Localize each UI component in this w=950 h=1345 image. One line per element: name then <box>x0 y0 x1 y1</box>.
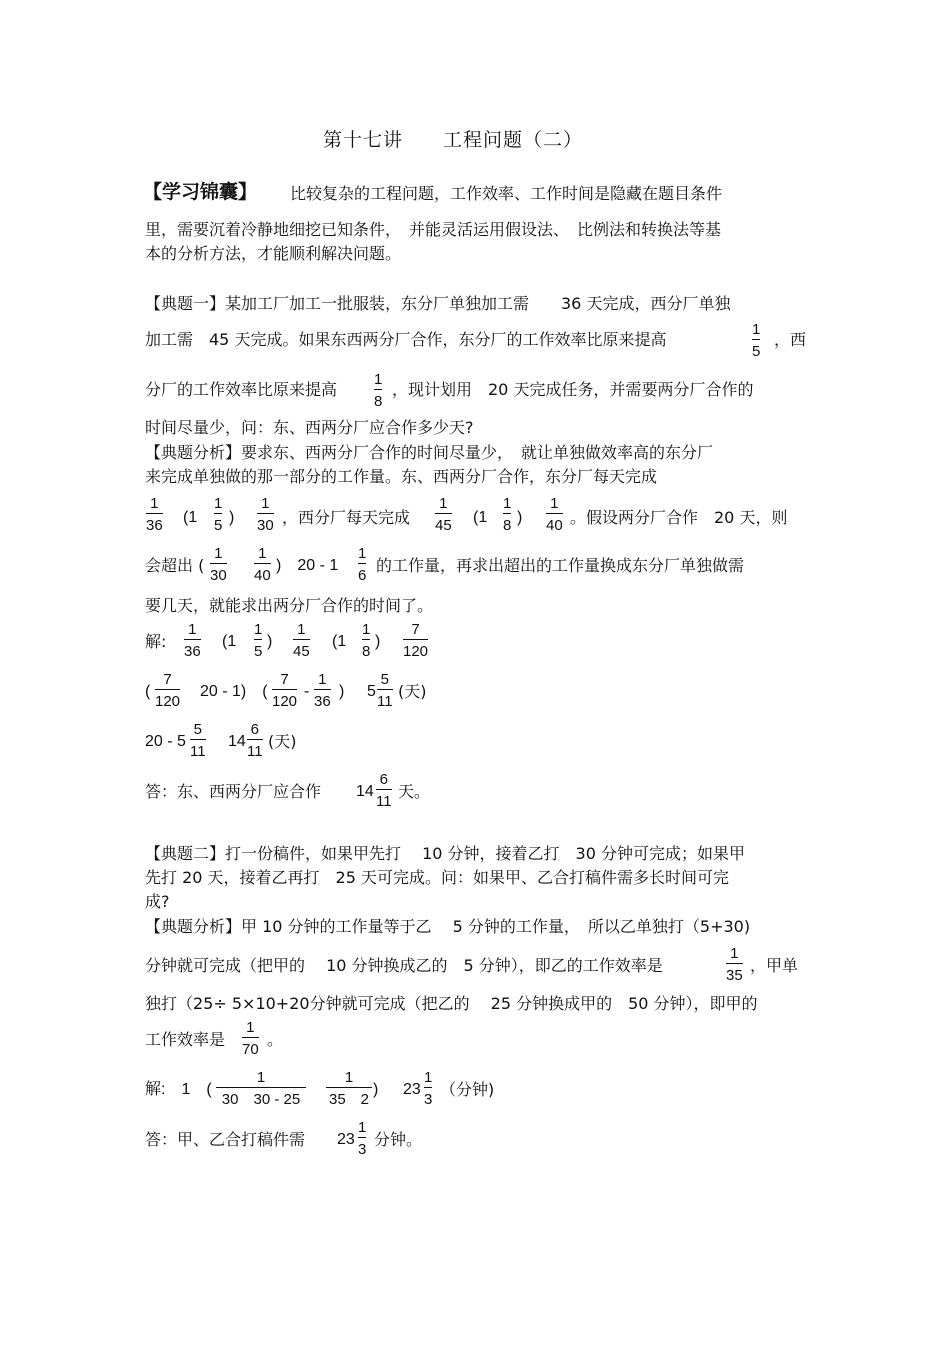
intro-heading: 【学习锦囊】 <box>143 181 258 203</box>
fraction: 1 30 <box>210 545 227 584</box>
example-1-text: 加工需 45 天完成。如果东西两分厂合作，东分厂的工作效率比原来提高 <box>145 330 667 349</box>
fraction: 1 36 <box>184 621 201 660</box>
fraction: 7 120 <box>272 671 298 710</box>
whole-number: 23 <box>337 1131 355 1148</box>
paren: (1 <box>183 509 198 526</box>
analysis-text: 会超出 ( <box>145 556 205 575</box>
example-2-text: 【典题二】打一份稿件，如果甲先打 10 分钟，接着乙打 30 分钟可完成；如果甲 <box>145 844 745 863</box>
analysis-text: ，甲单 <box>750 956 799 975</box>
analysis-text: 分钟就可完成（把甲的 10 分钟换成乙的 5 分钟），即乙的工作效率是 <box>145 956 663 975</box>
whole-number: 5 <box>367 683 376 700</box>
fraction: 1 45 <box>435 495 452 534</box>
fraction: 1 8 <box>374 371 383 410</box>
paren: ) <box>229 509 235 526</box>
analysis-text: 【典题分析】要求东、西两分厂合作的时间尽量少， 就让单独做效率高的东分厂 <box>145 443 714 462</box>
example-1-text: 时间尽量少，问：东、西两分厂应合作多少天? <box>145 418 474 437</box>
paren: (1 <box>332 633 347 650</box>
solution-text: 20 - 1) ( <box>200 683 268 700</box>
answer-text: 分钟。 <box>374 1130 423 1149</box>
intro-line: 比较复杂的工程问题，工作效率、工作时间是隐藏在题目条件 <box>290 184 723 203</box>
fraction: 1 36 <box>146 495 163 534</box>
fraction: 1 35 2 <box>326 1068 372 1109</box>
fraction: 1 5 <box>752 321 761 360</box>
analysis-text: ，西分厂每天完成 <box>282 508 411 527</box>
fraction: 1 40 <box>546 495 563 534</box>
fraction: 1 35 <box>726 945 743 984</box>
whole-number: 14 <box>356 783 374 800</box>
unit: (天) <box>268 732 297 751</box>
answer-text: 天。 <box>398 782 431 801</box>
fraction: 5 11 <box>377 671 393 710</box>
paren: ) <box>339 683 345 700</box>
paren: ) <box>375 633 381 650</box>
fraction: 1 6 <box>358 545 367 584</box>
paren: ) <box>373 1081 379 1098</box>
fraction: 7 120 <box>155 671 181 710</box>
answer-text: 答：东、西两分厂应合作 <box>145 782 322 801</box>
fraction: 1 8 <box>362 621 371 660</box>
analysis-text: 独打（25÷ 5×10+20分钟就可完成（把乙的 25 分钟换成甲的 50 分钟），即甲的 <box>145 994 758 1013</box>
whole-number: 23 <box>403 1081 421 1098</box>
analysis-text: 【典题分析】甲 10 分钟的工作量等于乙 5 分钟的工作量， 所以乙单独打（5+30) <box>145 917 751 936</box>
example-1-text: ，现计划用 20 天完成任务，并需要两分厂合作的 <box>392 380 754 399</box>
paren: ( <box>145 683 151 700</box>
analysis-text: 。 <box>267 1030 284 1049</box>
fraction: 6 11 <box>247 721 263 760</box>
unit: （分钟) <box>440 1080 495 1099</box>
intro-line: 本的分析方法，才能顺利解决问题。 <box>145 244 402 263</box>
paren: (1 <box>473 509 488 526</box>
fraction: 5 11 <box>190 721 206 760</box>
analysis-text: 要几天，就能求出两分厂合作的时间了。 <box>145 596 434 615</box>
answer-text: 答：甲、乙合打稿件需 <box>145 1130 306 1149</box>
intro-line: 里，需要沉着冷静地细挖已知条件， 并能灵活运用假设法、 比例法和转换法等基 <box>145 220 722 239</box>
whole-number: 14 <box>228 733 246 750</box>
analysis-text: 来完成单独做的那一部分的工作量。东、西两分厂合作，东分厂每天完成 <box>145 467 658 486</box>
example-2-text: 先打 20 天，接着乙再打 25 天可完成。问：如果甲、乙合打稿件需多长时间可完 <box>145 868 729 887</box>
unit: (天) <box>398 682 427 701</box>
fraction: 1 5 <box>214 495 223 534</box>
solution-label: 解: <box>145 632 167 651</box>
paren: ) <box>267 633 273 650</box>
fraction: 1 5 <box>254 621 263 660</box>
example-2-text: 成? <box>145 892 170 911</box>
fraction: 1 8 <box>503 495 512 534</box>
solution-text: 解: 1 ( <box>145 1081 212 1098</box>
example-1-text: 【典题一】某加工厂加工一批服装，东分厂单独加工需 36 天完成，西分厂单独 <box>145 294 731 313</box>
fraction: 1 70 <box>242 1019 259 1058</box>
fraction: 1 30 <box>257 495 274 534</box>
fraction: 1 36 <box>314 671 331 710</box>
fraction: 7 120 <box>403 621 429 660</box>
fraction: 1 3 <box>424 1069 433 1108</box>
operator: - <box>304 683 310 700</box>
fraction: 6 11 <box>376 771 392 810</box>
analysis-text: 。假设两分厂合作 20 天，则 <box>570 508 788 527</box>
analysis-text: 的工作量，再求出超出的工作量换成东分厂单独做需 <box>376 556 745 575</box>
example-1-text: 分厂的工作效率比原来提高 <box>145 380 338 399</box>
page-title: 第十七讲 工程问题（二） <box>323 129 584 151</box>
paren: ) <box>517 509 523 526</box>
analysis-text: ) 20 - 1 <box>276 557 339 574</box>
fraction: 1 3 <box>358 1119 367 1158</box>
fraction: 1 40 <box>254 545 271 584</box>
solution-text: 20 - 5 <box>145 733 186 750</box>
fraction: 1 45 <box>293 621 310 660</box>
fraction: 1 30 30 - 25 <box>216 1068 306 1109</box>
paren: (1 <box>222 633 237 650</box>
example-1-text: ，西 <box>774 330 807 349</box>
analysis-text: 工作效率是 <box>145 1030 226 1049</box>
